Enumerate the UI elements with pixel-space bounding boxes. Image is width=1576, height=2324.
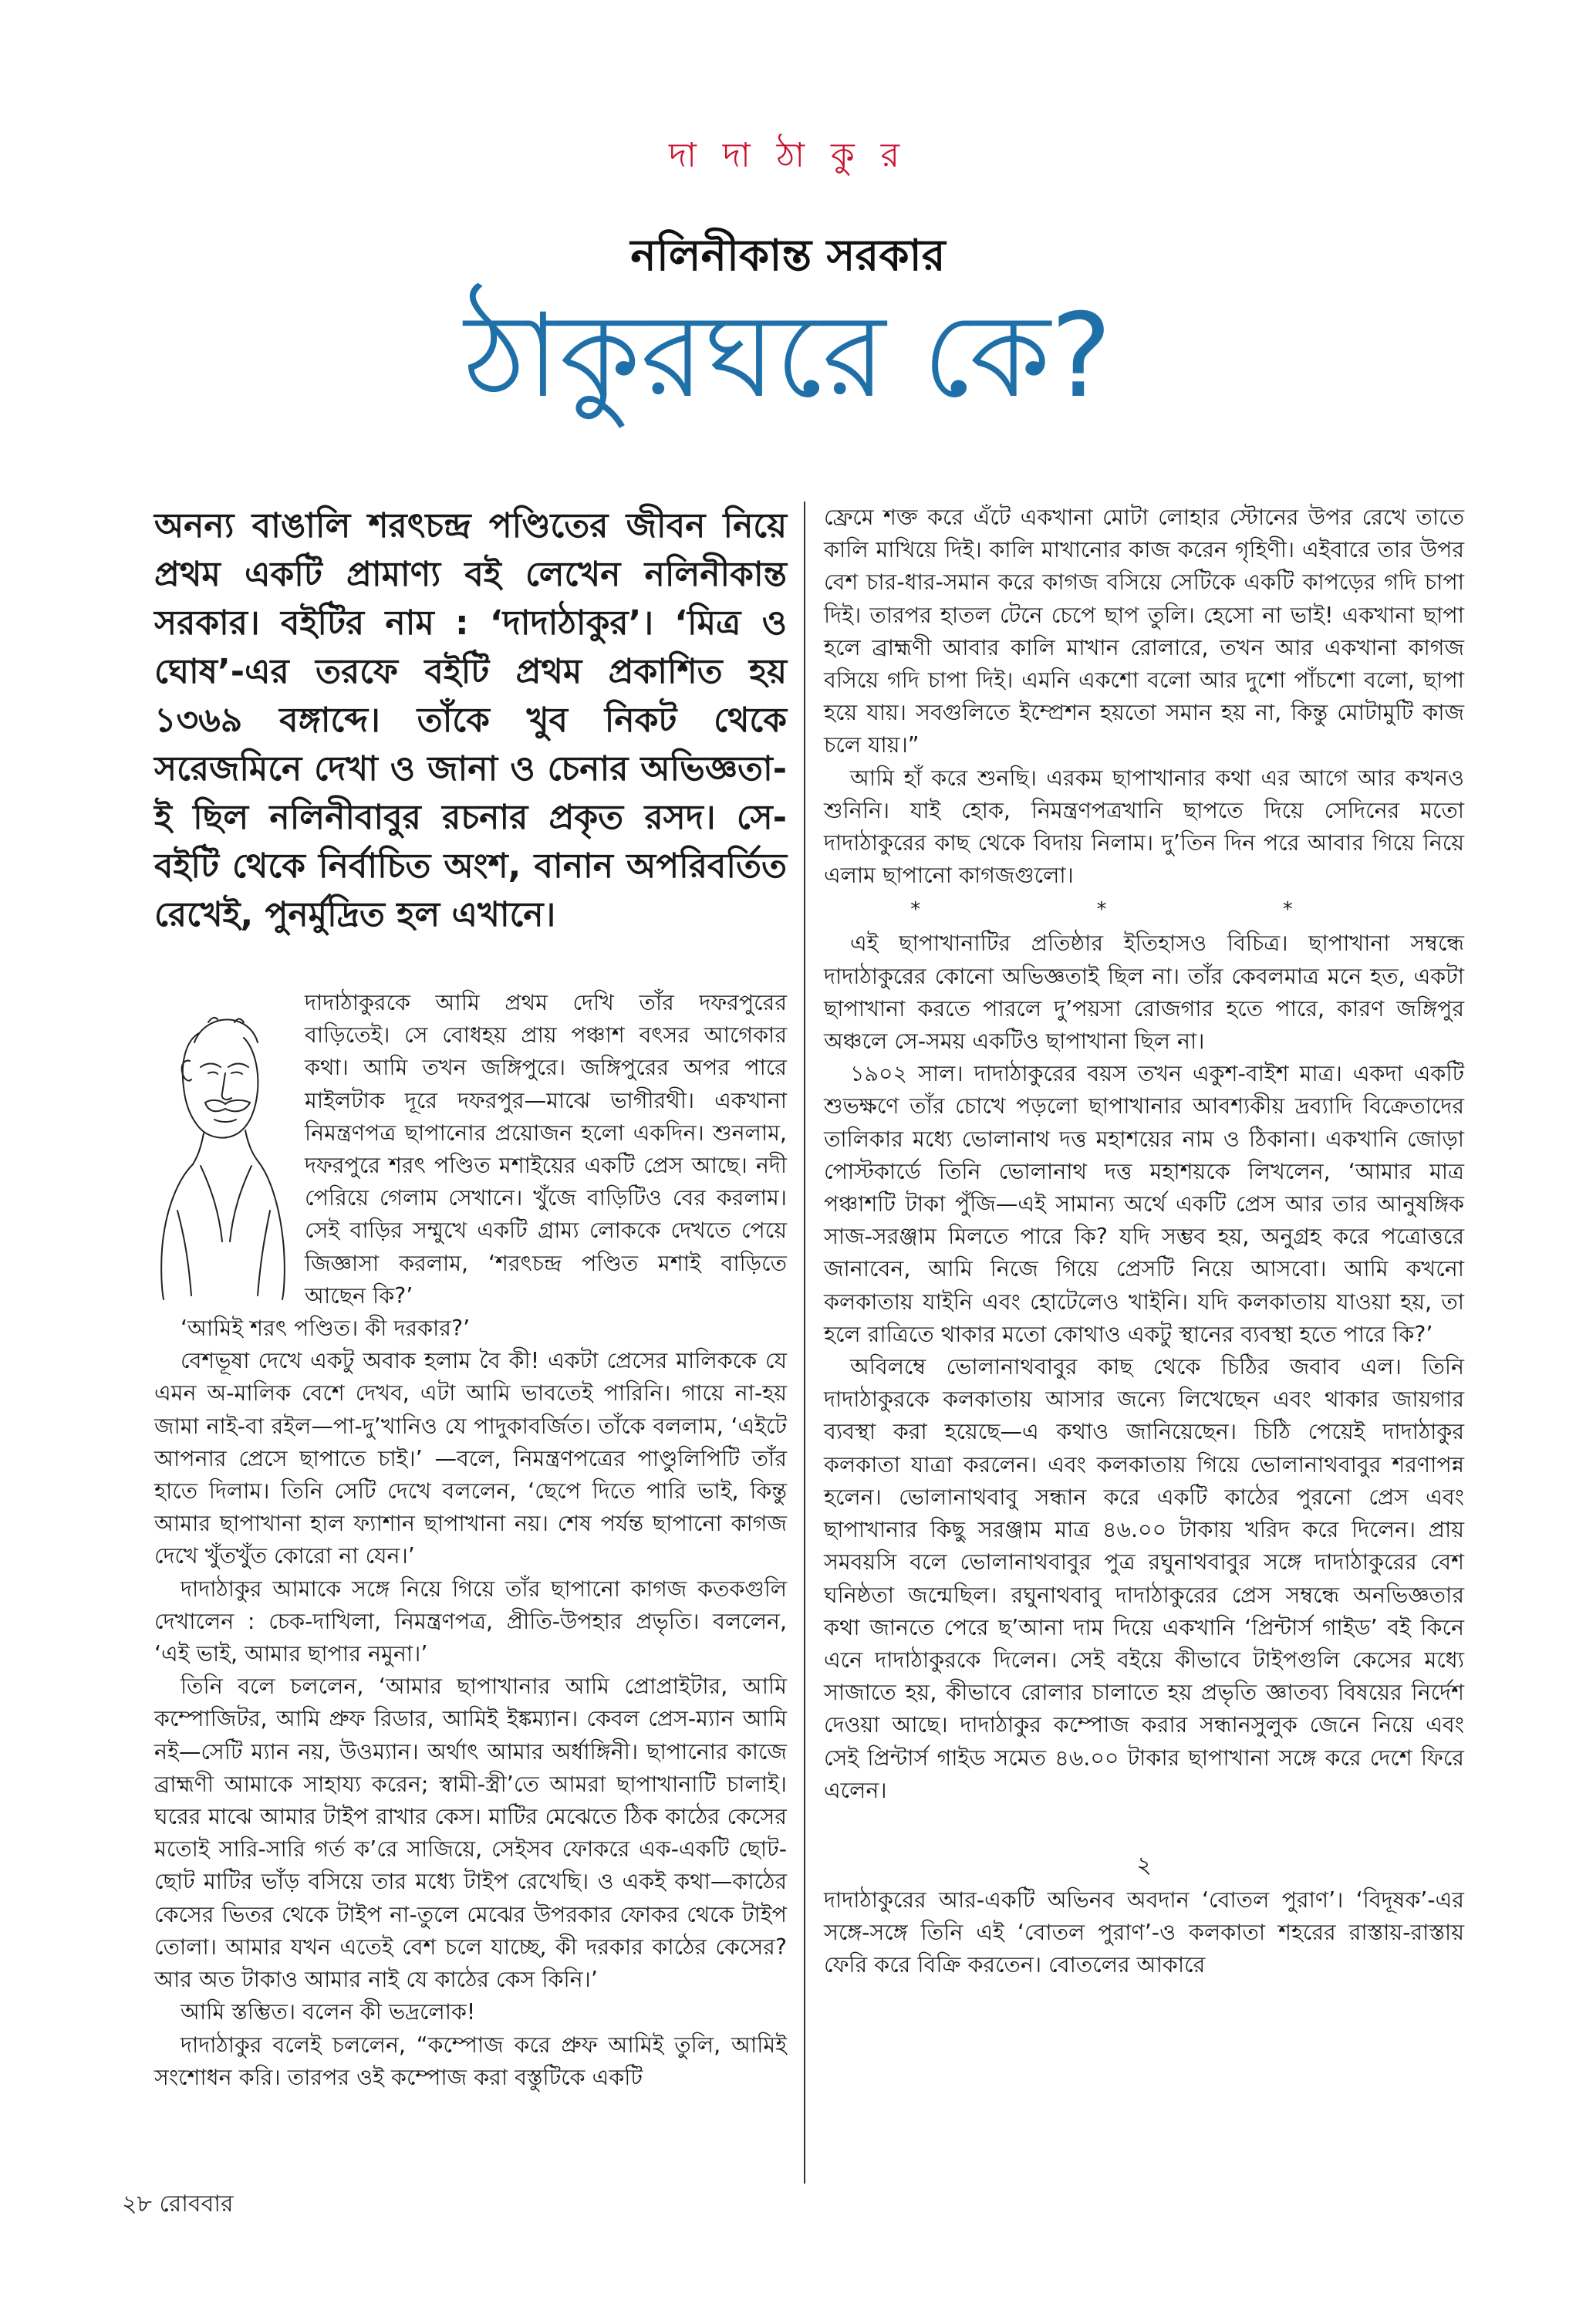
paragraph: ‘আমিই শরৎ পণ্ডিত। কী দরকার?’ (181, 1316, 471, 1342)
paragraph: আমি হাঁ করে শুনছি। এরকম ছাপাখানার কথা এর আগে আর কখনও শুনিনি। যাই হোক, নিমন্ত্রণপত্রখানি ছাপতে দিয়ে সেদিনের মতো দাদাঠাকুরের কাছ থেকে বিদায় নিলাম। দু’তিন দিন পরে আবার গিয়ে নিয়ে এলাম ছাপানো কাগজগুলো। (824, 765, 1464, 889)
paragraph: দাদাঠাকুর বলেই চললেন, “কম্পোজ করে প্রুফ আমিই তুলি, আমিই সংশোধন করি। তারপর ওই কম্পোজ করা বস্তুটিকে একটি (154, 2032, 787, 2090)
paragraph: আমি স্তম্ভিত। বলেন কী ভদ্রলোক! (181, 1999, 476, 2025)
column-divider (804, 502, 805, 2184)
paragraph: দাদাঠাকুরের আর-একটি অভিনব অবদান ‘বোতল পুরাণ’। ‘বিদূষক’-এর সঙ্গে-সঙ্গে তিনি এই ‘বোতল পুরাণ’-ও কলকাতা শহরের রাস্তায়-রাস্তায় ফেরি করে বিক্রি করতেন। বোতলের আকারে (824, 1887, 1464, 1978)
section-number: ২ (1136, 1851, 1152, 1879)
intro-paragraph: অনন্য বাঙালি শরৎচন্দ্র পণ্ডিতের জীবন নিয়ে প্রথম একটি প্রামাণ্য বই লেখেন নলিনীকান্ত সরকার। বইটির নাম : ‘দাদাঠাকুর’। ‘মিত্র ও ঘোষ’-এর তরফে বইটি প্রথম প্রকাশিত হয় ১৩৬৯ বঙ্গাব্দে। তাঁকে খুব নিকট থেকে সরেজমিনে দেখা ও জানা ও চেনার অভিজ্ঞতা-ই ছিল নলিনীবাবুর রচনার প্রকৃত রসদ। সে-বইটি থেকে নির্বাচিত অংশ, বানান অপরিবর্তিত রেখেই, পুনর্মুদ্রিত হল এখানে। (154, 506, 787, 934)
page-number: ২৮ (122, 2191, 152, 2218)
magazine-name: রোববার (159, 2191, 234, 2218)
portrait-sketch (154, 987, 289, 1303)
paragraph: ফ্রেমে শক্ত করে এঁটে একখানা মোটা লোহার স্টোনের উপর রেখে তাতে কালি মাখিয়ে দিই। কালি মাখানোর কাজ করেন গৃহিণী। এইবারে তার উপর বেশ চার-ধার-সমান করে কাগজ বসিয়ে সেটিকে একটি কাপড়ের গদি চাপা দিই। তারপর হাতল টেনে চেপে ছাপ তুলি। হেসো না ভাই! একখানা ছাপা হলে ব্রাহ্মণী আবার কালি মাখান রোলারে, তখন আর একখানা কাগজ বসিয়ে গদি চাপা দিই। এমনি একশো বলো আর দুশো পাঁচশো বলো, ছাপা হয়ে যায়। সবগুলিতে ইম্প্রেশন হয়তো সমান হয় না, কিন্তু মোটামুটি কাজ চলে যায়।” (824, 505, 1464, 758)
left-column (154, 502, 787, 2094)
author-name: নলিনীকান্ত সরকার (630, 231, 946, 281)
right-column (824, 502, 1464, 1982)
paragraph: দাদাঠাকুরকে আমি প্রথম দেখি তাঁর দফরপুরের বাড়িতেই। সে বোধহয় প্রায় পঞ্চাশ বৎসর আগেকার কথা। আমি তখন জঙ্গিপুরে। জঙ্গিপুরের অপর পারে মাইলটাক দূরে দফরপুর—মাঝে ভাগীরথী। একখানা নিমন্ত্রণপত্র ছাপানোর প্রয়োজন হলো একদিন। শুনলাম, দফরপুরে শরৎ পণ্ডিত মশাইয়ের একটি প্রেস আছে। নদী পেরিয়ে গেলাম সেখানে। খুঁজে বাড়িটিও বের করলাম। সেই বাড়ির সম্মুখে একটি গ্রাম্য লোককে দেখতে পেয়ে জিজ্ঞাসা করলাম, ‘শরৎচন্দ্র পণ্ডিত মশাই বাড়িতে আছেন কি?’ (305, 990, 787, 1309)
paragraph: অবিলম্বে ভোলানাথবাবুর কাছ থেকে চিঠির জবাব এল। তিনি দাদাঠাকুরকে কলকাতায় আসার জন্যে লিখেছেন এবং থাকার জায়গার ব্যবস্থা করা হয়েছে—এ কথাও জানিয়েছেন। চিঠি পেয়েই দাদাঠাকুর কলকাতা যাত্রা করলেন। এবং কলকাতায় গিয়ে ভোলানাথবাবুর শরণাপন্ন হলেন। ভোলানাথবাবু সন্ধান করে একটি কাঠের পুরনো প্রেস এবং ছাপাখানার কিছু সরঞ্জাম মাত্র ৪৬.০০ টাকায় খরিদ করে দিলেন। প্রায় সমবয়সি বলে ভোলানাথবাবুর পুত্র রঘুনাথবাবুর সঙ্গে দাদাঠাকুরের বেশ ঘনিষ্ঠতা জন্মেছিল। রঘুনাথবাবু দাদাঠাকুরের প্রেস সম্বন্ধে অনভিজ্ঞতার কথা জানতে পেরে ছ’আনা দাম দিয়ে একখানি ‘প্রিন্টার্স গাইড’ বই কিনে এনে দাদাঠাকুরকে দিলেন। সেই বইয়ে কীভাবে টাইপগুলি কেসের মধ্যে সাজাতে হয়, কীভাবে রোলার চালাতে হয় প্রভৃতি জ্ঞাতব্য বিষয়ের নির্দেশ দেওয়া আছে। দাদাঠাকুর কম্পোজ করার সন্ধানসুলুক জেনে নিয়ে এবং সেই প্রিন্টার্স গাইড সমেত ৪৬.০০ টাকার ছাপাখানা সঙ্গে করে দেশে ফিরে এলেন। (824, 1354, 1464, 1803)
paragraph: এই ছাপাখানাটির প্রতিষ্ঠার ইতিহাসও বিচিত্র। ছাপাখানা সম্বন্ধে দাদাঠাকুরের কোনো অভিজ্ঞতাই ছিল না। তাঁর কেবলমাত্র মনে হত, একটা ছাপাখানা করতে পারলে দু’পয়সা রোজগার হতে পারে, কারণ জঙ্গিপুর অঞ্চলে সে-সময় একটিও ছাপাখানা ছিল না। (824, 931, 1464, 1055)
section-break-stars: * * * (910, 898, 1378, 922)
paragraph: তিনি বলে চললেন, ‘আমার ছাপাখানার আমি প্রোপ্রাইটার, আমি কম্পোজিটর, আমি প্রুফ রিডার, আমিই ইঙ্কম্যান। কেবল প্রেস-ম্যান আমি নই—সেটি ম্যান নয়, উওম্যান। অর্থাৎ আমার অর্ধাঙ্গিনী। ছাপানোর কাজে ব্রাহ্মণী আমাকে সাহায্য করেন; স্বামী-স্ত্রী’তে আমরা ছাপাখানাটি চালাই। ঘরের মাঝে আমার টাইপ রাখার কেস। মাটির মেঝেতে ঠিক কাঠের কেসের মতোই সারি-সারি গর্ত ক’রে সাজিয়ে, সেইসব ফোকরে এক-একটি ছোট-ছোট মাটির ভাঁড় বসিয়ে তার মধ্যে টাইপ রেখেছি। ও একই কথা—কাঠের কেসের ভিতর থেকে টাইপ না-তুলে মেঝের উপরকার ফোকর থেকে টাইপ তোলা। আমার যখন এতেই বেশ চলে যাচ্ছে, কী দরকার কাঠের কেসের? আর অত টাকাও আমার নাই যে কাঠের কেস কিনি।’ (154, 1674, 787, 1993)
paragraph: ১৯০২ সাল। দাদাঠাকুরের বয়স তখন একুশ-বাইশ মাত্র। একদা একটি শুভক্ষণে তাঁর চোখে পড়লো ছাপাখানার আবশ্যকীয় দ্রব্যাদি বিক্রেতাদের তালিকার মধ্যে ভোলানাথ দত্ত মহাশয়ের নাম ও ঠিকানা। একখানি জোড়া পোস্টকার্ডে তিনি ভোলানাথ দত্ত মহাশয়কে লিখলেন, ‘আমার মাত্র পঞ্চাশটি টাকা পুঁজি—এই সামান্য অর্থে একটি প্রেস আর তার আনুষঙ্গিক সাজ-সরঞ্জাম মিলতে পারে কি? যদি সম্ভব হয়, অনুগ্রহ করে পত্রোত্তরে জানাবেন, আমি নিজে গিয়ে প্রেসটি নিয়ে আসবো। আমি কখনো কলকাতায় যাইনি এবং হোটেলেও খাইনি। যদি কলকাতায় যাওয়া হয়, তা হলে রাত্রিতে থাকার মতো কোথাও একটু স্থানের ব্যবস্থা হতে পারে কি?’ (824, 1061, 1464, 1347)
paragraph: বেশভূষা দেখে একটু অবাক হলাম বৈ কী! একটা প্রেসের মালিককে যে এমন অ-মালিক বেশে দেখব, এটা আমি ভাবতেই পারিনি। গায়ে না-হয় জামা নাই-বা রইল—পা-দু’খানিও যে পাদুকাবর্জিত। তাঁকে বললাম, ‘এইটে আপনার প্রেসে ছাপাতে চাই।’ —বলে, নিমন্ত্রণপত্রের পাণ্ডুলিপিটি তাঁর হাতে দিলাম। তিনি সেটি দেখে বললেন, ‘ছেপে দিতে পারি ভাই, কিন্তু আমার ছাপাখানা হাল ফ্যাশান ছাপাখানা নয়। শেষ পর্যন্ত ছাপানো কাগজ দেখে খুঁতখুঁত কোরো না যেন।’ (154, 1348, 787, 1569)
article-title: ঠাকুরঘরে কে? (464, 289, 1112, 424)
page-footer (122, 2185, 234, 2224)
paragraph: দাদাঠাকুর আমাকে সঙ্গে নিয়ে গিয়ে তাঁর ছাপানো কাগজ কতকগুলি দেখালেন : চেক-দাখিলা, নিমন্ত্রণপত্র, প্রীতি-উপহার প্রভৃতি। বললেন, ‘এই ভাই, আমার ছাপার নমুনা।’ (154, 1576, 787, 1667)
section-tag: দা দা ঠা কু র (669, 136, 907, 175)
